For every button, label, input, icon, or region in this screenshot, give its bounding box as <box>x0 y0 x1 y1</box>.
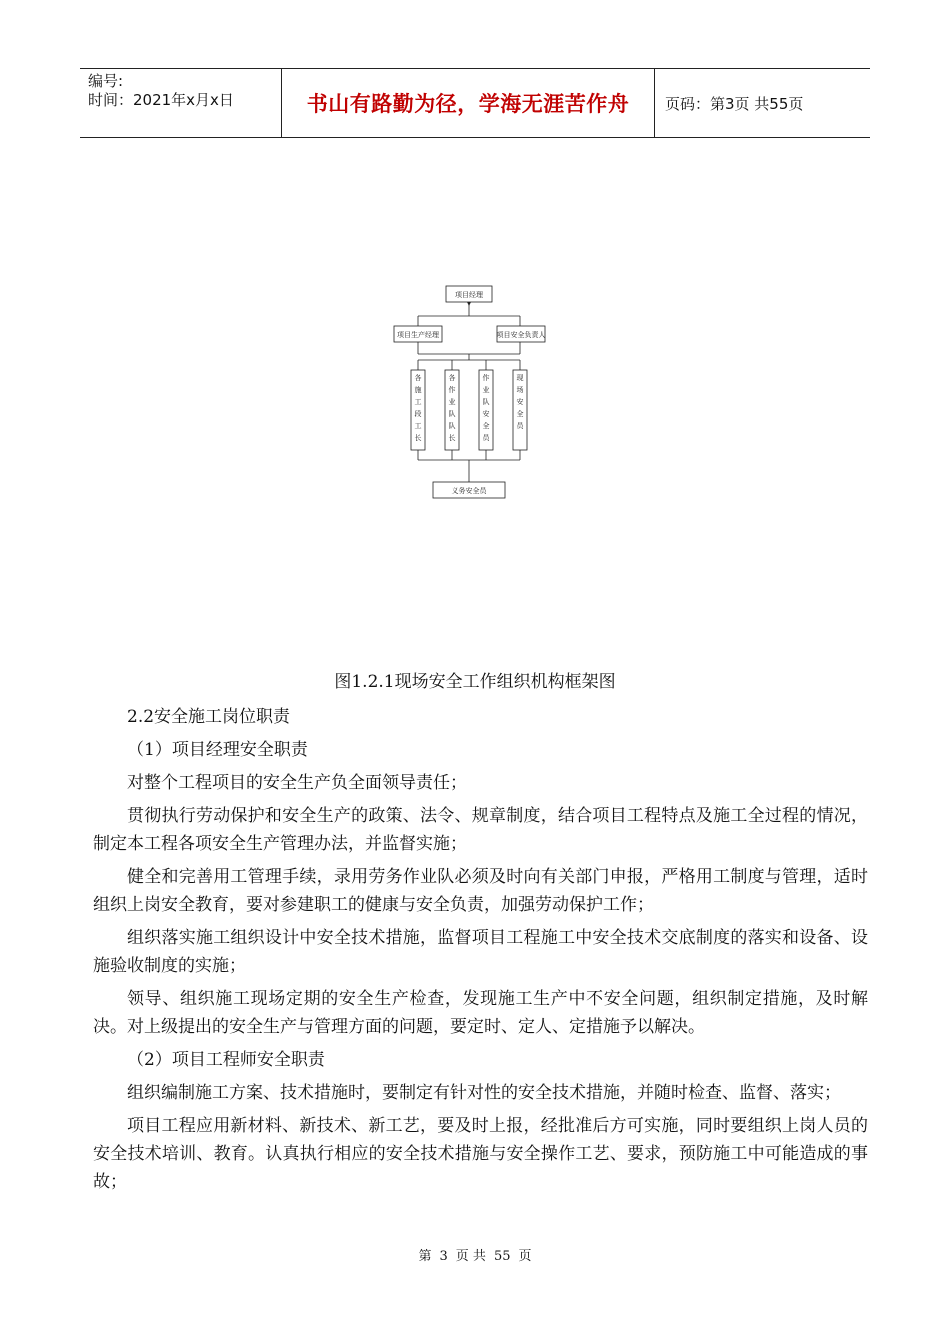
paragraph: 对整个工程项目的安全生产负全面领导责任； <box>127 773 467 793</box>
label-volunteer-safety: 义务安全员 <box>451 487 487 495</box>
header-motto: 书山有路勤为径，学海无涯苦作舟 <box>282 69 655 137</box>
footer-page-num: 3 <box>439 1249 448 1264</box>
org-chart-svg <box>388 282 550 504</box>
label-level3-2: 作业队安全员 <box>482 374 490 442</box>
label-level3-1: 各作业队队长 <box>448 374 456 442</box>
header-meta <box>80 69 282 137</box>
footer-post: 页 <box>518 1249 532 1264</box>
paragraph: 贯彻执行劳动保护和安全生产的政策、法令、规章制度，结合项目工程特点及施工全过程的情况，制定本工程各项安全生产管理办法，并监督实施； <box>93 806 868 854</box>
label-safety-lead: 项目安全负责人 <box>496 331 546 339</box>
section-title: 2.2安全施工岗位职责 <box>127 707 291 727</box>
label-project-manager: 项目经理 <box>455 291 483 299</box>
subsection-project-manager: （1）项目经理安全职责 <box>127 740 308 760</box>
paragraph: 组织编制施工方案、技术措施时，要制定有针对性的安全技术措施，并随时检查、监督、落实； <box>127 1083 841 1103</box>
paragraph: 健全和完善用工管理手续，录用劳务作业队必须及时向有关部门申报，严格用工制度与管理，适时组织上岗安全教育，要对参建职工的健康与安全负责，加强劳动保护工作； <box>93 867 868 915</box>
paragraph: 项目工程应用新材料、新技术、新工艺，要及时上报，经批准后方可实施，同时要组织上岗人员的安全技术培训、教育。认真执行相应的安全技术措施与安全操作工艺、要求，预防施工中可能造成的事故； <box>93 1116 868 1192</box>
figure-caption: 图1.2.1现场安全工作组织机构框架图 <box>334 672 616 692</box>
label-level3-0: 各施工段工长 <box>414 374 422 442</box>
subsection-engineer: （2）项目工程师安全职责 <box>127 1050 325 1070</box>
paragraph: 组织落实施工组织设计中安全技术措施，监督项目工程施工中安全技术交底制度的落实和设备、设施验收制度的实施； <box>93 928 868 976</box>
body-text <box>93 703 868 1201</box>
label-production-manager: 项目生产经理 <box>397 331 439 339</box>
date-label: 时间：2021年x月x日 <box>88 91 234 109</box>
label-level3-3: 现场安全员 <box>516 374 524 430</box>
footer-pre: 第 <box>418 1249 432 1264</box>
org-chart <box>388 282 550 504</box>
header-page-info: 页码：第3页 共55页 <box>665 94 804 113</box>
page-header <box>80 68 870 138</box>
paragraph: 领导、组织施工现场定期的安全生产检查，发现施工生产中不安全问题，组织制定措施，及时解决。对上级提出的安全生产与管理方面的问题，要定时、定人、定措施予以解决。 <box>93 989 868 1037</box>
number-label: 编号: <box>88 72 124 90</box>
footer-total: 55 <box>493 1249 511 1264</box>
footer-mid: 页 共 <box>455 1249 486 1264</box>
page-footer <box>0 1245 950 1264</box>
